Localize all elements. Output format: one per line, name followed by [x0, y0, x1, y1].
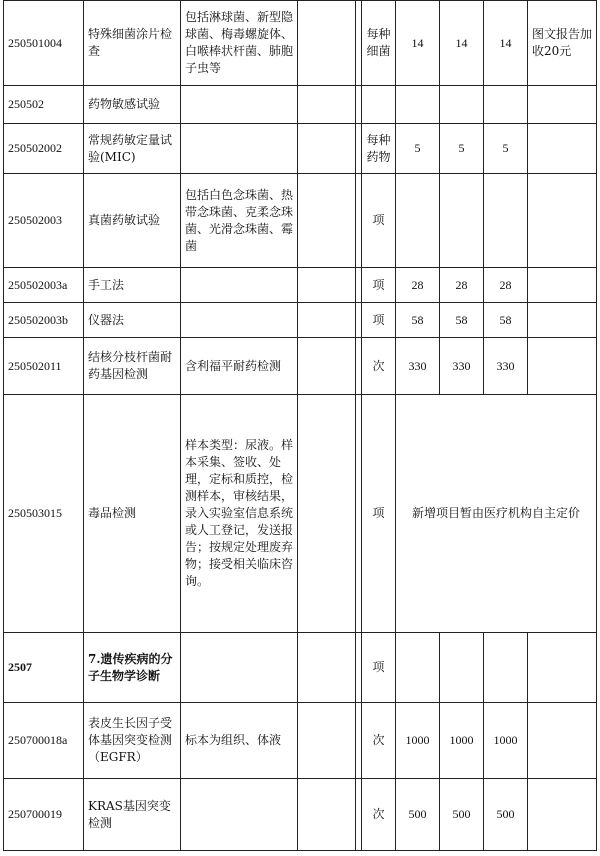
table-row: [4, 303, 597, 338]
fee-table: [3, 0, 597, 851]
item-name: 毒品检测: [84, 395, 181, 633]
item-unit: 每种药物: [362, 124, 396, 174]
table-row: [4, 268, 597, 303]
item-description: [181, 633, 298, 703]
item-description: 包括淋球菌、新型隐球菌、梅毒螺旋体、白喉棒状杆菌、肺胞子虫等: [181, 1, 298, 86]
item-description: 包括白色念珠菌、热带念珠菌、克柔念珠菌、光滑念珠菌、霉菌: [181, 174, 298, 268]
price-tier-1: [396, 633, 440, 703]
item-name: 手工法: [84, 268, 181, 303]
item-unit: 项: [362, 303, 396, 338]
item-code: 250502003: [4, 174, 84, 268]
price-tier-3: 58: [484, 303, 528, 338]
item-note: [528, 779, 597, 851]
item-note: [528, 268, 597, 303]
price-tier-1: [396, 86, 440, 124]
table-row: [4, 338, 597, 395]
item-description: [181, 303, 298, 338]
table-row: [4, 124, 597, 174]
item-description: [181, 779, 298, 851]
item-code: 250503015: [4, 395, 84, 633]
price-tier-2: [440, 633, 484, 703]
price-tier-3: [484, 174, 528, 268]
item-unit: 项: [362, 268, 396, 303]
price-tier-2: 58: [440, 303, 484, 338]
price-tier-3: 1000: [484, 703, 528, 779]
item-note: [528, 174, 597, 268]
table-row: [4, 174, 597, 268]
empty-cell: [298, 1, 356, 86]
section-title: 7.遗传疾病的分子生物学诊断: [84, 633, 181, 703]
price-tier-3: 5: [484, 124, 528, 174]
price-tier-2: [440, 86, 484, 124]
item-note: [528, 338, 597, 395]
item-description: 含利福平耐药检测: [181, 338, 298, 395]
section-code: 2507: [4, 633, 84, 703]
item-unit: 次: [362, 703, 396, 779]
item-name: KRAS基因突变检测: [84, 779, 181, 851]
table-row: [4, 779, 597, 851]
table-row: [4, 86, 597, 124]
price-tier-2: 14: [440, 1, 484, 86]
price-tier-3: 14: [484, 1, 528, 86]
item-note: [528, 124, 597, 174]
price-tier-3: 500: [484, 779, 528, 851]
price-tier-1: 1000: [396, 703, 440, 779]
item-name: 特殊细菌涂片检查: [84, 1, 181, 86]
pricing-note-merged: 新增项目暂由医疗机构自主定价: [396, 395, 597, 633]
item-note: [528, 633, 597, 703]
price-tier-1: 330: [396, 338, 440, 395]
empty-cell: [298, 703, 356, 779]
price-tier-3: 330: [484, 338, 528, 395]
item-code: 250502011: [4, 338, 84, 395]
price-tier-2: 500: [440, 779, 484, 851]
item-code: 250502002: [4, 124, 84, 174]
empty-cell: [298, 174, 356, 268]
table-row: [4, 1, 597, 86]
empty-cell: [298, 303, 356, 338]
item-name: 仪器法: [84, 303, 181, 338]
price-tier-1: 14: [396, 1, 440, 86]
price-tier-2: [440, 174, 484, 268]
section-row: [4, 633, 597, 703]
empty-cell: [298, 338, 356, 395]
item-code: 250501004: [4, 1, 84, 86]
price-tier-1: [396, 174, 440, 268]
price-tier-2: 5: [440, 124, 484, 174]
item-note: [528, 86, 597, 124]
item-description: [181, 86, 298, 124]
empty-cell: [298, 395, 356, 633]
empty-cell: [298, 633, 356, 703]
item-description: [181, 268, 298, 303]
item-code: 250700019: [4, 779, 84, 851]
item-name: 真菌药敏试验: [84, 174, 181, 268]
item-description: 标本为组织、体液: [181, 703, 298, 779]
price-tier-1: 5: [396, 124, 440, 174]
item-code: 250502003a: [4, 268, 84, 303]
item-code: 250502: [4, 86, 84, 124]
empty-cell: [298, 86, 356, 124]
item-note: 图文报告加收20元: [528, 1, 597, 86]
item-name: 常规药敏定量试验(MIC): [84, 124, 181, 174]
table-row: [4, 703, 597, 779]
empty-cell: [298, 268, 356, 303]
price-tier-3: 28: [484, 268, 528, 303]
item-code: 250502003b: [4, 303, 84, 338]
price-tier-3: [484, 633, 528, 703]
price-tier-1: 500: [396, 779, 440, 851]
item-name: 药物敏感试验: [84, 86, 181, 124]
item-name: 结核分枝杆菌耐药基因检测: [84, 338, 181, 395]
item-unit: [362, 86, 396, 124]
price-tier-1: 28: [396, 268, 440, 303]
price-tier-3: [484, 86, 528, 124]
item-unit: 次: [362, 338, 396, 395]
item-name: 表皮生长因子受体基因突变检测（EGFR）: [84, 703, 181, 779]
item-note: [528, 703, 597, 779]
item-description: [181, 124, 298, 174]
table-row: [4, 395, 597, 633]
empty-cell: [298, 124, 356, 174]
item-unit: 每种细菌: [362, 1, 396, 86]
price-tier-2: 28: [440, 268, 484, 303]
empty-cell: [298, 779, 356, 851]
price-tier-2: 330: [440, 338, 484, 395]
price-tier-1: 58: [396, 303, 440, 338]
item-unit: 项: [362, 633, 396, 703]
item-code: 250700018a: [4, 703, 84, 779]
price-tier-2: 1000: [440, 703, 484, 779]
item-note: [528, 303, 597, 338]
item-unit: 次: [362, 779, 396, 851]
item-unit: 项: [362, 395, 396, 633]
item-description: 样本类型：尿液。样本采集、签收、处理，定标和质控，检测样本，审核结果，录入实验室信息系统或人工登记，发送报告；按规定处理废弃物；接受相关临床咨询。: [181, 395, 298, 633]
item-unit: 项: [362, 174, 396, 268]
